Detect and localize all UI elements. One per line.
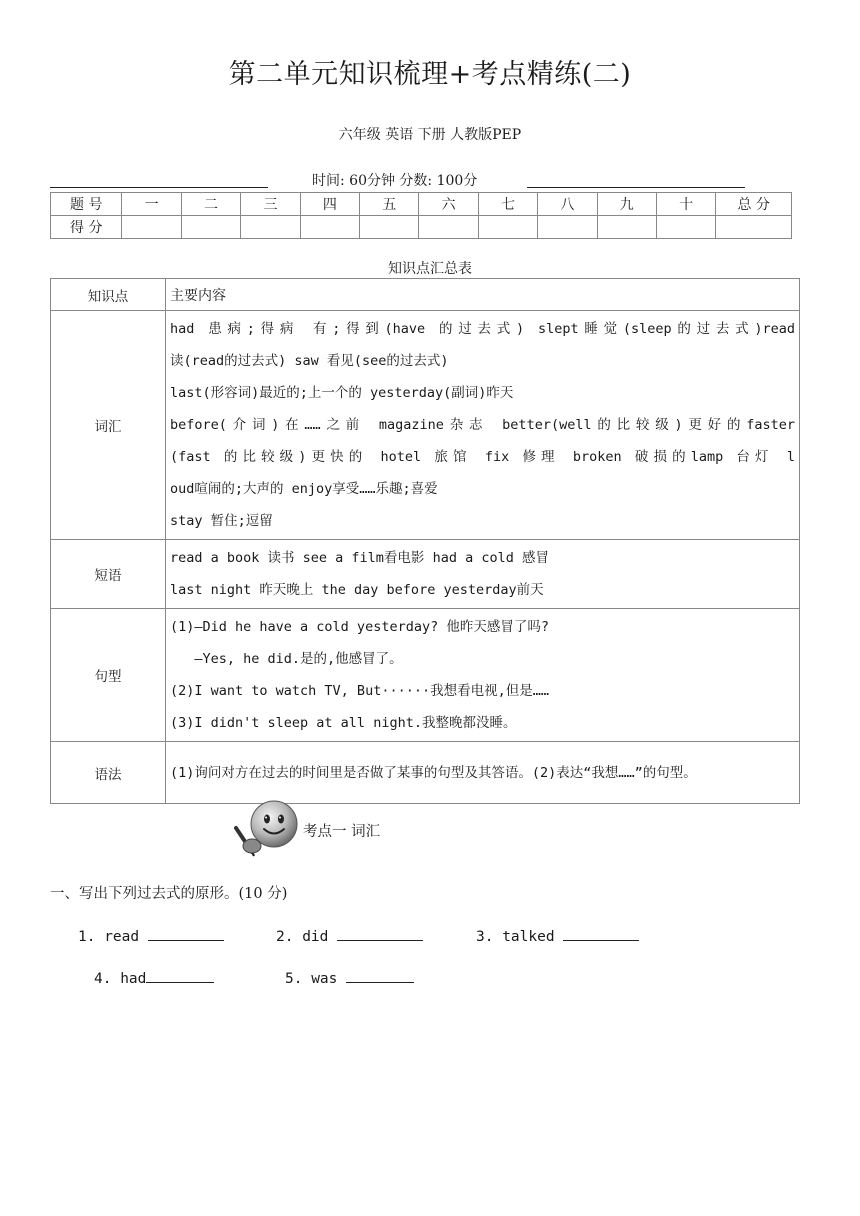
score-header-cell: 九 xyxy=(597,193,656,216)
vocab-line: stay 暂住;逗留 xyxy=(170,513,273,529)
score-cell[interactable] xyxy=(360,216,419,239)
section1-heading: 一、写出下列过去式的原形。(10 分) xyxy=(50,886,288,902)
answer-blank[interactable] xyxy=(563,926,639,941)
score-cell[interactable] xyxy=(538,216,597,239)
vocab-line: had 患病;得病 有;得到(have 的过去式) slept睡觉(sleep的过去式)read xyxy=(170,321,795,337)
item-number: 3. xyxy=(476,929,494,945)
score-cell[interactable] xyxy=(300,216,359,239)
score-cell[interactable] xyxy=(241,216,300,239)
sentence-line: (1)—Did he have a cold yesterday? 他昨天感冒了吗? xyxy=(170,619,549,635)
item-word: did xyxy=(302,929,329,945)
vocab-line: 读(read的过去式) saw 看见(see的过去式) xyxy=(170,353,449,369)
item-word: had xyxy=(120,971,147,987)
item-word: read xyxy=(104,929,140,945)
item-number: 2. xyxy=(276,929,294,945)
name-blank xyxy=(50,187,268,188)
grammar-row xyxy=(51,742,800,804)
exercise-item xyxy=(285,968,414,987)
score-table xyxy=(50,192,792,239)
answer-blank[interactable] xyxy=(146,968,214,983)
exercise-item xyxy=(276,926,423,945)
score-header-cell: 总 分 xyxy=(716,193,792,216)
page-title: 第二单元知识梳理+考点精练(二) xyxy=(228,59,632,90)
item-number: 1. xyxy=(78,929,96,945)
phrase-line: last night 昨天晚上 the day before yesterday前天 xyxy=(170,582,544,598)
vocab-line: last(形容词)最近的;上一个的 yesterday(副词)昨天 xyxy=(170,385,514,401)
phrases-label: 短语 xyxy=(51,540,166,609)
vocab-row xyxy=(51,311,800,540)
vocab-line: before(介词)在……之前 magazine杂志 better(well的比较级)更好的faster xyxy=(170,417,795,433)
score-header-cell: 三 xyxy=(241,193,300,216)
score-header-cell: 五 xyxy=(360,193,419,216)
exercise-item xyxy=(78,926,224,945)
score-header-cell: 六 xyxy=(419,193,478,216)
score-value-row xyxy=(51,216,792,239)
score-header-row xyxy=(51,193,792,216)
knowledge-header-row xyxy=(51,279,800,311)
vocab-content xyxy=(166,311,800,540)
score-cell[interactable] xyxy=(656,216,715,239)
phrase-line: read a book 读书 see a film看电影 had a cold 感冒 xyxy=(170,550,549,566)
score-header-cell: 十 xyxy=(656,193,715,216)
score-cell[interactable] xyxy=(716,216,792,239)
grammar-content: (1)询问对方在过去的时间里是否做了某事的句型及其答语。(2)表达“我想……”的句型。 xyxy=(166,742,800,804)
table-caption: 知识点汇总表 xyxy=(388,261,472,277)
score-row-label: 得 分 xyxy=(51,216,122,239)
sentence-line: —Yes, he did.是的,他感冒了。 xyxy=(170,651,403,667)
score-header-cell: 二 xyxy=(181,193,240,216)
item-number: 5. xyxy=(285,971,303,987)
item-word: was xyxy=(311,971,338,987)
exercise-item xyxy=(476,926,639,945)
item-word: talked xyxy=(502,929,555,945)
answer-blank[interactable] xyxy=(337,926,423,941)
header-knowledge-point: 知识点 xyxy=(51,279,166,311)
class-blank xyxy=(527,187,745,188)
score-cell[interactable] xyxy=(122,216,181,239)
sentences-row xyxy=(51,609,800,742)
grammar-label: 语法 xyxy=(51,742,166,804)
smiley-pen-icon xyxy=(232,798,302,862)
sentence-line: (3)I didn't sleep at all night.我整晚都没睡。 xyxy=(170,715,517,731)
score-cell[interactable] xyxy=(419,216,478,239)
section-badge-label: 考点一 词汇 xyxy=(303,824,381,840)
exercise-item xyxy=(94,968,214,987)
sentence-line: (2)I want to watch TV, But······我想看电视,但是…… xyxy=(170,683,549,699)
score-cell[interactable] xyxy=(181,216,240,239)
score-header-cell: 七 xyxy=(478,193,537,216)
answer-blank[interactable] xyxy=(148,926,224,941)
knowledge-table xyxy=(50,278,800,804)
time-score-text: 时间: 60分钟 分数: 100分 xyxy=(312,173,478,189)
header-main-content: 主要内容 xyxy=(166,279,800,311)
item-number: 4. xyxy=(94,971,112,987)
score-header-cell: 题 号 xyxy=(51,193,122,216)
time-score-line xyxy=(50,170,745,190)
phrases-content xyxy=(166,540,800,609)
score-cell[interactable] xyxy=(478,216,537,239)
phrases-row xyxy=(51,540,800,609)
vocab-line: (fast 的比较级)更快的 hotel 旅馆 fix 修理 broken 破损的lamp 台灯 l xyxy=(170,449,795,465)
score-cell[interactable] xyxy=(597,216,656,239)
score-header-cell: 一 xyxy=(122,193,181,216)
answer-blank[interactable] xyxy=(346,968,414,983)
page-subtitle: 六年级 英语 下册 人教版PEP xyxy=(338,127,522,143)
sentences-label: 句型 xyxy=(51,609,166,742)
score-header-cell: 八 xyxy=(538,193,597,216)
vocab-label: 词汇 xyxy=(51,311,166,540)
score-header-cell: 四 xyxy=(300,193,359,216)
sentences-content xyxy=(166,609,800,742)
vocab-line: oud喧闹的;大声的 enjoy享受……乐趣;喜爱 xyxy=(170,481,438,497)
